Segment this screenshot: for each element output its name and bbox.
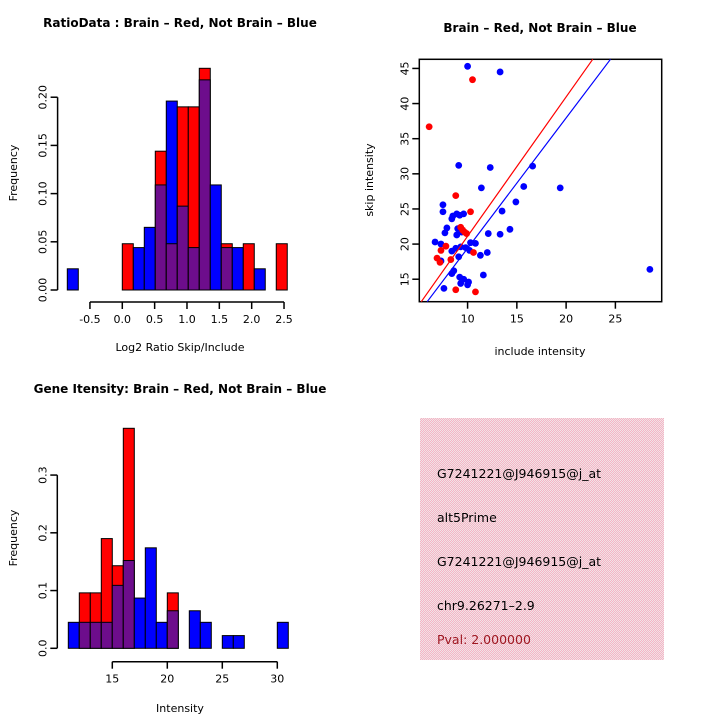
hist-bar-red [276, 244, 287, 290]
scatter-point-blue [464, 63, 471, 70]
scatter-point-red [469, 76, 476, 83]
hist-bar-overlap [90, 622, 101, 648]
hist-bar-overlap [221, 248, 232, 290]
ratio-histogram-ylabel: Frequency [7, 144, 20, 202]
scatter-ylabel: skip intensity [363, 143, 376, 217]
x-tick-label: 0.0 [113, 313, 132, 326]
scatter-point-red [437, 259, 444, 266]
y-tick-label: 0.00 [36, 277, 50, 303]
scatter-point-blue [520, 183, 527, 190]
hist-bar-blue [68, 622, 79, 648]
scatter-point-blue [557, 184, 564, 191]
scatter-point-blue [497, 69, 504, 76]
hist-bar-overlap [166, 244, 177, 290]
scatter-point-red [426, 123, 433, 130]
hist-bar-blue [144, 227, 155, 290]
hist-bar-blue [67, 269, 78, 290]
scatter-point-blue [646, 266, 653, 273]
scatter-point-blue [440, 201, 447, 208]
scatter-point-blue [442, 229, 449, 236]
y-tick-label: 0.2 [36, 524, 50, 542]
hist-bar-overlap [155, 185, 166, 290]
hist-bar-overlap [79, 622, 90, 648]
hist-bar-blue [233, 636, 244, 649]
scatter-point-red [438, 247, 445, 254]
scatter-point-blue [448, 215, 455, 222]
x-tick-label: 10 [460, 312, 475, 326]
hist-bar-blue [222, 636, 233, 649]
y-tick-label: 30 [398, 166, 412, 181]
hist-bar-overlap [177, 206, 188, 290]
probe-id-line-1: G7241221@J946915@j_at [437, 466, 602, 481]
hist-bar-overlap [199, 80, 210, 290]
hist-bar-red [122, 244, 133, 290]
x-tick-label: 2.5 [275, 313, 293, 326]
y-tick-label: 35 [398, 131, 412, 146]
gene-histogram-xlabel: Intensity [156, 702, 204, 715]
gene-histogram-ylabel: Frequency [7, 509, 20, 567]
y-tick-label: 0.20 [36, 84, 50, 110]
x-tick-label: 2.0 [242, 313, 261, 326]
hist-bar-blue [254, 269, 265, 290]
hist-bar-overlap [167, 611, 178, 649]
y-tick-label: 15 [398, 272, 412, 287]
x-tick-label: 15 [105, 672, 120, 686]
hist-bar-blue [210, 185, 221, 290]
x-tick-label: 20 [559, 312, 574, 326]
hist-bar-blue [133, 248, 144, 290]
hist-bar-red [243, 244, 254, 290]
scatter-point-blue [450, 267, 457, 274]
scatter-point-red [467, 208, 474, 215]
scatter-point-blue [499, 208, 506, 215]
hist-bar-blue [189, 611, 200, 649]
info-panel [420, 418, 664, 660]
hist-bar-overlap [188, 248, 199, 290]
ratio-histogram-plot [0, 0, 360, 360]
x-tick-label: -0.5 [79, 313, 101, 326]
hist-bar-blue [134, 598, 145, 648]
hist-bar-blue [200, 622, 211, 648]
panel-ratio-histogram [0, 0, 360, 360]
x-tick-label: 15 [509, 312, 524, 326]
ratio-histogram-title: RatioData : Brain – Red, Not Brain – Blue [43, 16, 317, 30]
x-tick-label: 0.5 [145, 313, 164, 326]
scatter-point-blue [460, 210, 467, 217]
splice-event-type: alt5Prime [437, 510, 497, 525]
y-tick-label: 0.05 [36, 229, 50, 255]
x-tick-label: 30 [270, 672, 285, 686]
scatter-point-blue [478, 184, 485, 191]
plot-box [419, 59, 661, 301]
y-tick-label: 0.10 [36, 181, 50, 206]
scatter-point-blue [440, 208, 447, 215]
gene-histogram-plot [0, 360, 360, 720]
scatter-point-blue [477, 252, 484, 259]
hist-bar-overlap [112, 585, 123, 648]
x-tick-label: 1.5 [210, 313, 229, 326]
x-tick-label: 25 [215, 672, 230, 686]
panel-info [360, 360, 720, 720]
ratio-histogram-xlabel: Log2 Ratio Skip/Include [115, 341, 245, 354]
scatter-point-red [472, 288, 479, 295]
y-tick-label: 45 [398, 61, 412, 76]
x-tick-label: 1.0 [178, 313, 196, 326]
panel-gene-histogram [0, 360, 360, 720]
scatter-point-blue [512, 199, 519, 206]
hist-bar-overlap [101, 622, 112, 648]
scatter-point-blue [457, 280, 464, 287]
x-tick-label: 20 [160, 672, 175, 686]
scatter-point-red [452, 286, 459, 293]
hist-bar-overlap [123, 561, 134, 649]
intensity-scatter-plot [360, 0, 720, 360]
genomic-location: chr9.26271–2.9 [437, 598, 535, 613]
pvalue-text: Pval: 2.000000 [437, 632, 531, 647]
y-tick-label: 0.3 [36, 466, 50, 484]
hist-bar-blue [156, 622, 167, 648]
scatter-point-blue [455, 162, 462, 169]
y-tick-label: 0.1 [36, 581, 50, 600]
fit-line-blue [427, 59, 610, 301]
scatter-title: Brain – Red, Not Brain – Blue [443, 21, 637, 35]
scatter-point-blue [497, 231, 504, 238]
scatter-point-blue [487, 164, 494, 171]
y-tick-label: 25 [398, 201, 412, 216]
probe-id-line-2: G7241221@J946915@j_at [437, 554, 602, 569]
gene-histogram-title: Gene Itensity: Brain – Red, Not Brain – Blue [33, 382, 327, 396]
scatter-point-blue [464, 281, 471, 288]
scatter-point-blue [432, 239, 439, 246]
fit-line-red [421, 59, 592, 301]
y-tick-label: 40 [398, 96, 412, 111]
scatter-point-red [470, 249, 477, 256]
scatter-point-blue [485, 230, 492, 237]
y-tick-label: 20 [398, 237, 412, 252]
scatter-point-blue [507, 226, 514, 233]
scatter-point-blue [484, 249, 491, 256]
scatter-point-red [452, 192, 459, 199]
y-tick-label: 0.0 [36, 639, 50, 658]
y-tick-label: 0.15 [36, 133, 50, 158]
hist-bar-blue [145, 548, 156, 648]
scatter-point-blue [480, 272, 487, 279]
scatter-point-blue [441, 285, 448, 292]
hist-bar-blue [232, 248, 243, 290]
panel-intensity-scatter [360, 0, 720, 360]
hist-bar-blue [277, 622, 288, 648]
x-tick-label: 25 [608, 312, 623, 326]
scatter-xlabel: include intensity [494, 345, 586, 358]
